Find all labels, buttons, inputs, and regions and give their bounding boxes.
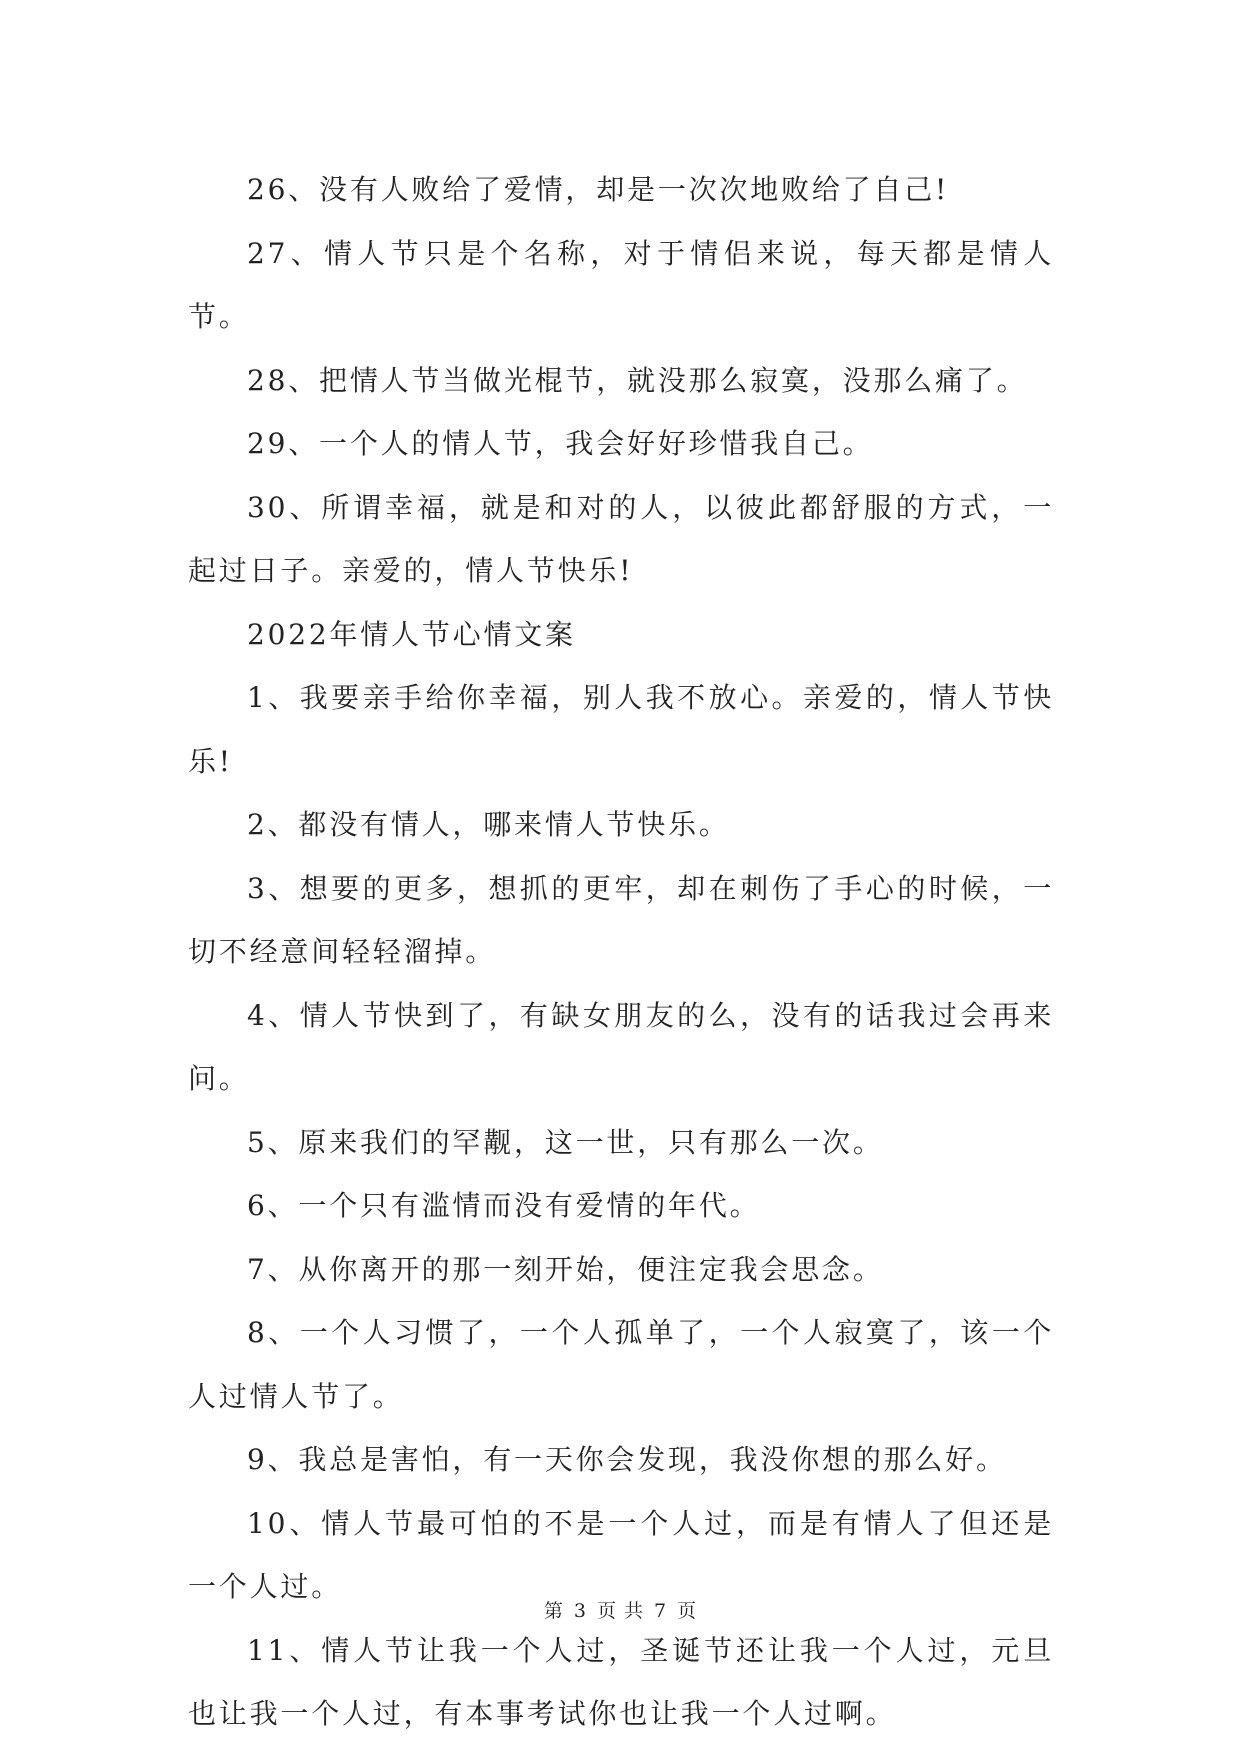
paragraph: 29、一个人的情人节，我会好好珍惜我自己。	[247, 427, 874, 460]
paragraph: 3、想要的更多，想抓的更牢，却在刺伤了手心的时候，一切不经意间轻轻溜掉。	[188, 871, 1054, 968]
paragraph: 26、没有人败给了爱情，却是一次次地败给了自己!	[247, 173, 950, 206]
document-body	[188, 158, 1054, 1746]
paragraph: 7、从你离开的那一刻开始，便注定我会思念。	[247, 1252, 884, 1286]
footer-middle: 页 共	[596, 1600, 645, 1622]
paragraph: 10、情人节最可怕的不是一个人过，而是有情人了但还是一个人过。	[188, 1506, 1054, 1603]
total-pages-number: 7	[654, 1600, 668, 1622]
current-page-number: 3	[573, 1600, 587, 1622]
paragraph: 6、一个只有滥情而没有爱情的年代。	[247, 1189, 761, 1222]
paragraph: 11、情人节让我一个人过，圣诞节还让我一个人过，元旦也让我一个人过，有本事考试你也让我一个人过啊。	[188, 1633, 1054, 1730]
paragraph: 4、情人节快到了，有缺女朋友的么，没有的话我过会再来问。	[188, 998, 1054, 1095]
paragraph: 8、一个人习惯了，一个人孤单了，一个人寂寞了，该一个人过情人节了。	[188, 1316, 1054, 1413]
page-footer	[0, 1596, 1241, 1623]
paragraph: 1、我要亲手给你幸福，别人我不放心。亲爱的，情人节快乐!	[188, 681, 1054, 778]
section-heading: 2022年情人节心情文案	[247, 617, 576, 651]
paragraph: 30、所谓幸福，就是和对的人，以彼此都舒服的方式，一起过日子。亲爱的，情人节快乐!	[188, 490, 1054, 587]
paragraph: 5、原来我们的罕觏，这一世，只有那么一次。	[247, 1125, 884, 1159]
footer-suffix: 页	[677, 1600, 698, 1622]
paragraph: 27、情人节只是个名称，对于情侣来说，每天都是情人节。	[188, 236, 1054, 333]
footer-prefix: 第	[543, 1600, 564, 1622]
paragraph: 9、我总是害怕，有一天你会发现，我没你想的那么好。	[247, 1443, 1007, 1476]
paragraph: 28、把情人节当做光棍节，就没那么寂寞，没那么痛了。	[247, 363, 1028, 397]
paragraph: 2、都没有情人，哪来情人节快乐。	[247, 808, 730, 841]
